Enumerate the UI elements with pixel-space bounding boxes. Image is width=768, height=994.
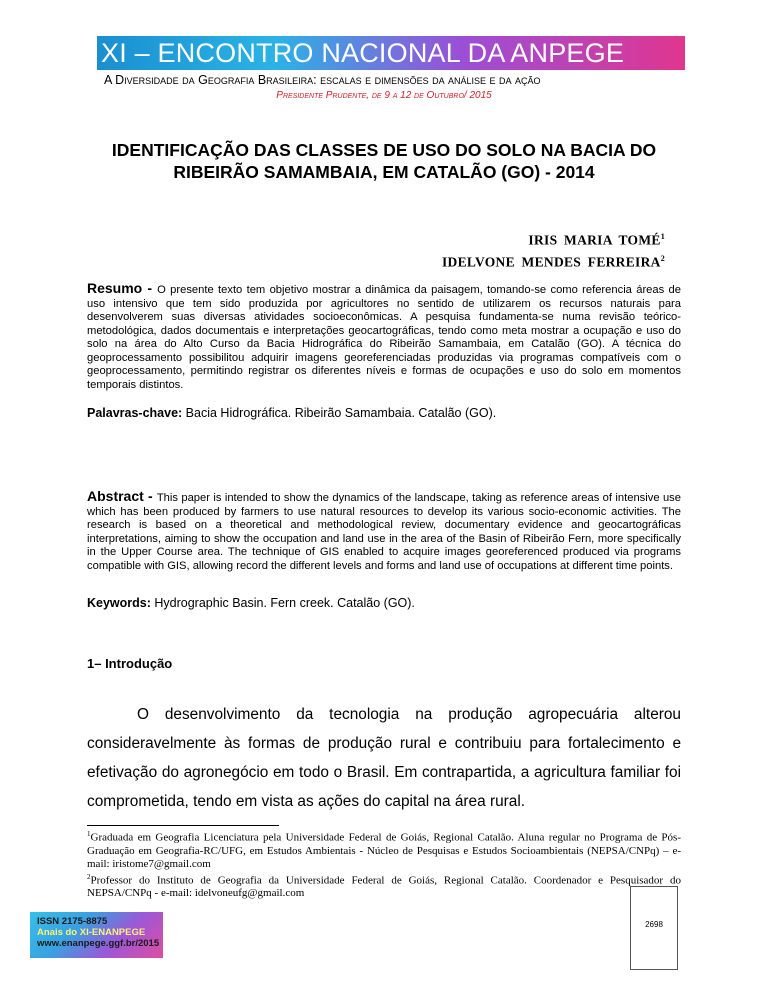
issn-url: www.enanpege.ggf.br/2015 [37,938,160,949]
author-name: IRIS MARIA TOMÉ [528,232,661,248]
footnotes [87,828,681,900]
issn-number: ISSN 2175-8875 [37,916,108,927]
palavras-chave-label: Palavras-chave: [87,406,183,420]
footnote-mark: 2 [660,254,665,263]
author-2 [442,254,665,271]
footnote-mark: 1 [660,232,665,241]
footnote-1 [87,828,681,871]
footnote-divider [87,825,279,826]
resumo-heading: Resumo - [87,280,158,296]
title-line-1: IDENTIFICAÇÃO DAS CLASSES DE USO DO SOLO NA BACIA DO [111,140,657,160]
keywords-label: Keywords: [87,596,151,610]
issn-annals: Anais do XI-ENANPEGE [37,927,146,938]
author-name: IDELVONE MENDES FERREIRA [441,254,661,270]
palavras-chave [87,406,496,420]
intro-paragraph: O desenvolvimento da tecnologia na produção agropecuária alterou consideravelmente às formas de produção rural e contribuiu para fortalecimento e efetivação do agronegócio em todo o Brasil. Em contrapartida, a agricultura familiar foi comprometida, tendo em vista as ações do capital na área rural. [87,706,681,810]
title-line-2: RIBEIRÃO SAMAMBAIA, EM CATALÃO (GO) - 2014 [173,162,595,182]
abstract-text: This paper is intended to show the dynamics of the landscape, taking as reference areas of intensive use which has been produced by farmers to use natural resources to develop its various socio-economic activities. The research is based on a theoretical and methodological review, documentary evidence and geocartográficas interpretations, aiming to show the occupation and land use in the area of the Basin of Ribeirão Fern, more specifically in the Upper Course area. The technique of GIS enabled to acquire images georeferenced produced via programs compatible with GIS, allowing record the different levels and forms and land use of occupations at different time points. [87,492,681,572]
issn-badge [30,912,163,958]
page-number: 2698 [645,920,663,929]
event-subtitle: A Diversidade da Geografia Brasileira: escalas e dimensões da análise e da ação [104,73,541,87]
abstract-paragraph [87,490,681,573]
resumo-text: O presente texto tem objetivo mostrar a dinâmica da paisagem, tomando-se como referencia áreas de uso intensivo que tem sido produzida por agricultores no sentido de utilizarem os recursos naturais para desenvolverem suas diversas atividades socioeconômicas. A pesquisa fundamenta-se numa revisão teórico-metodológica, dados documentais e interpretações geocartográficas, tendo como meta mostrar a ocupação e uso do solo na área do Alto Curso da Bacia Hidrográfica do Ribeirão Samambaia, em Catalão (GO). A técnica do geoprocessamento possibilitou adquirir imagens georeferenciadas produzidas via programas compatíveis com o geoprocessamento, permitindo registrar os diferentes níveis e formas de ocupações e uso do solo em momentos temporais distintos. [87,284,681,391]
footnote-mark: 2 [87,872,91,881]
keywords-text: Hydrographic Basin. Fern creek. Catalão (GO). [150,596,415,610]
banner-title: XI – ENCONTRO NACIONAL DA ANPEGE [101,38,625,68]
palavras-chave-text: Bacia Hidrográfica. Ribeirão Samambaia. Catalão (GO). [182,406,497,420]
footnote-text: Graduada em Geografia Licenciatura pela Universidade Federal de Goiás, Regional Catalão. Aluna regular no Programa de Pós-Graduação em Geografia-RC/UFG, em Estudos Ambientais - Núcleo de Pesquisas e Estudos Socioambientais (NEPSA/CNPq) – e-mail: iristome7@gmail.com [87,831,681,870]
resumo-paragraph [87,282,681,392]
footnote-2 [87,871,681,901]
abstract-heading: Abstract - [87,488,157,504]
keywords [87,596,415,610]
event-banner [97,36,685,70]
paper-title [60,139,708,183]
section-heading-introducao: 1– Introdução [87,656,173,671]
author-1 [528,232,665,249]
event-dateline: Presidente Prudente, de 9 a 12 de Outubro/ 2015 [276,90,492,101]
footnote-mark: 1 [87,830,91,838]
footnote-text: Professor do Instituto de Geografia da Universidade Federal de Goiás, Regional Catalão. Coordenador e Pesquisador do NEPSA/CNPq - e-mail: idelvoneufg@gmail.com [87,874,681,900]
